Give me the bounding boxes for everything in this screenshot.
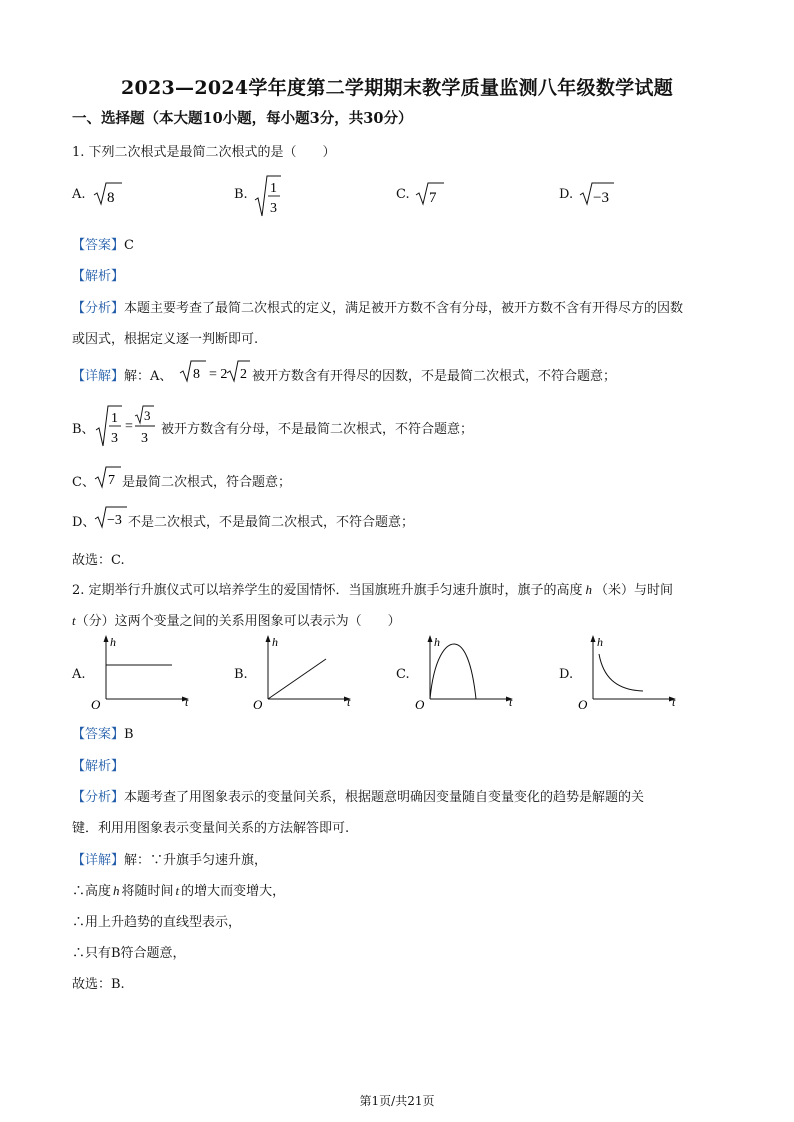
q2-option-a-label: A. (72, 667, 86, 682)
svg-text:t: t (672, 695, 676, 709)
q2-graph-d (575, 632, 685, 712)
q1-option-c-label: C. (396, 187, 410, 202)
q1-detail-a-text: 被开方数含有开得尽的因数，不是最简二次根式，不符合题意； (252, 369, 617, 384)
q1-detail-d-text: 不是二次根式，不是最简二次根式，不符合题意； (128, 515, 415, 530)
q2-conclusion: 故选：B. (72, 977, 125, 992)
svg-text:O: O (578, 697, 588, 712)
q1-option-a-radical (92, 180, 126, 208)
svg-text:t: t (509, 695, 513, 709)
svg-text:3: 3 (270, 201, 277, 216)
q1-option-b-label: B. (234, 187, 248, 202)
svg-text:O: O (415, 697, 425, 712)
svg-text:3: 3 (144, 408, 151, 423)
q2-detail2-b: 将随时间 (121, 884, 174, 899)
q1-detail-tag (72, 365, 172, 384)
q2-detail2-h: h (113, 883, 120, 898)
q2-graph-c (412, 632, 522, 712)
svg-text:h: h (597, 635, 603, 649)
q2-fenxi-line2: 键．利用用图象表示变量间关系的方法解答即可. (72, 821, 350, 836)
detail-tag: 【详解】 (72, 853, 125, 868)
q1-detail-b-prefix: B、 (72, 422, 95, 437)
q1-answer-value: C (124, 238, 134, 253)
page-title: 2023—2024学年度第二学期期末教学质量监测八年级数学试题 (120, 77, 674, 99)
svg-text:2: 2 (240, 367, 247, 382)
q2-option-c-label: C. (396, 667, 410, 682)
q2-detail-line4: ∴只有B符合题意， (72, 946, 186, 961)
svg-text:t: t (185, 695, 189, 709)
q2-detail-line2 (72, 880, 285, 899)
q2-detail-line3: ∴用上升趋势的直线型表示， (72, 915, 242, 930)
q1-detail-a-equation (178, 359, 250, 385)
q2-detail2-t: t (175, 883, 180, 898)
svg-text:7: 7 (429, 190, 437, 206)
q1-option-c-radical (414, 180, 448, 208)
answer-tag: 【答案】 (72, 238, 125, 253)
q1-analysis-tag: 【解析】 (72, 269, 125, 284)
q1-option-a-label: A. (72, 187, 86, 202)
q2-detail-line1 (72, 849, 267, 868)
q1-stem: 1. 下列二次根式是最简二次根式的是（ ） (72, 145, 336, 160)
svg-text:1: 1 (270, 181, 277, 196)
q1-detail-d-prefix: D、 (72, 515, 96, 530)
section-heading: 一、选择题（本大题10小题，每小题3分，共30分） (72, 110, 413, 127)
svg-text:8: 8 (193, 367, 200, 382)
svg-text:t: t (347, 695, 351, 709)
q1-detail-prefix: 解：A、 (124, 369, 173, 384)
svg-text:3: 3 (141, 431, 148, 446)
q2-stem-line2 (72, 610, 401, 629)
q2-answer (72, 723, 134, 742)
q2-stem2: （分）这两个变量之间的关系用图象可以表示为（ ） (75, 614, 401, 629)
page-footer: 第1页/共21页 (359, 1094, 435, 1108)
q2-fenxi-line1 (72, 786, 644, 805)
q1-option-d-label: D. (559, 187, 574, 202)
q1-detail-d-radical (93, 505, 129, 531)
answer-tag: 【答案】 (72, 727, 125, 742)
q2-stem-line1 (72, 579, 673, 598)
svg-text:h: h (434, 635, 440, 649)
svg-text:1: 1 (111, 411, 118, 426)
q2-detail2-a: ∴高度 (72, 884, 112, 899)
q1-detail-c-text: 是最简二次根式，符合题意； (122, 475, 292, 490)
q2-stem2-var: t (72, 613, 76, 628)
svg-text:=: = (125, 419, 133, 434)
q2-stem1: 2. 定期举行升旗仪式可以培养学生的爱国情怀．当国旗班升旗手匀速升旗时，旗子的高度 (72, 583, 583, 598)
q1-option-d-radical (578, 180, 618, 208)
q2-graph-b (250, 632, 360, 712)
svg-text:h: h (110, 635, 116, 649)
q2-detail1: 解：∵升旗手匀速升旗， (124, 853, 268, 868)
q2-option-b-label: B. (234, 667, 248, 682)
svg-text:O: O (91, 697, 101, 712)
q2-fenxi-text1: 本题考查了用图象表示的变量间关系，根据题意明确因变量随自变量变化的趋势是解题的关 (124, 790, 645, 805)
q2-analysis-tag: 【解析】 (72, 759, 125, 774)
svg-text:−3: −3 (593, 190, 609, 206)
q1-detail-b-text: 被开方数含有分母，不是最简二次根式，不符合题意； (161, 422, 474, 437)
svg-text:7: 7 (108, 473, 115, 488)
svg-text:h: h (272, 635, 278, 649)
q1-detail-b-equation (94, 403, 160, 449)
q1-answer (72, 234, 134, 253)
q1-fenxi-text1: 本题主要考查了最简二次根式的定义，满足被开方数不含有分母，被开方数不含有开得尽方的因数 (124, 301, 684, 316)
detail-tag: 【详解】 (72, 369, 125, 384)
fenxi-tag: 【分析】 (72, 790, 125, 805)
q1-detail-c-prefix: C、 (72, 475, 95, 490)
q1-option-b-radical (253, 173, 283, 219)
q2-detail2-c: 的增大而变增大， (181, 884, 286, 899)
q2-stem1-var: h (585, 582, 593, 597)
q2-stem1-tail: （米）与时间 (595, 583, 674, 598)
fenxi-tag: 【分析】 (72, 301, 125, 316)
q2-option-d-label: D. (559, 667, 574, 682)
q1-detail-c-radical (93, 465, 123, 491)
q2-graph-a (88, 632, 198, 712)
svg-text:= 2: = 2 (209, 367, 228, 382)
q1-fenxi-line2: 或因式，根据定义逐一判断即可. (72, 332, 259, 347)
q1-conclusion: 故选：C. (72, 553, 125, 568)
svg-text:3: 3 (111, 431, 118, 446)
q2-answer-value: B (124, 727, 134, 742)
svg-text:8: 8 (107, 190, 115, 206)
svg-text:O: O (253, 697, 263, 712)
q1-fenxi-line1 (72, 297, 683, 316)
svg-text:−3: −3 (107, 513, 122, 528)
